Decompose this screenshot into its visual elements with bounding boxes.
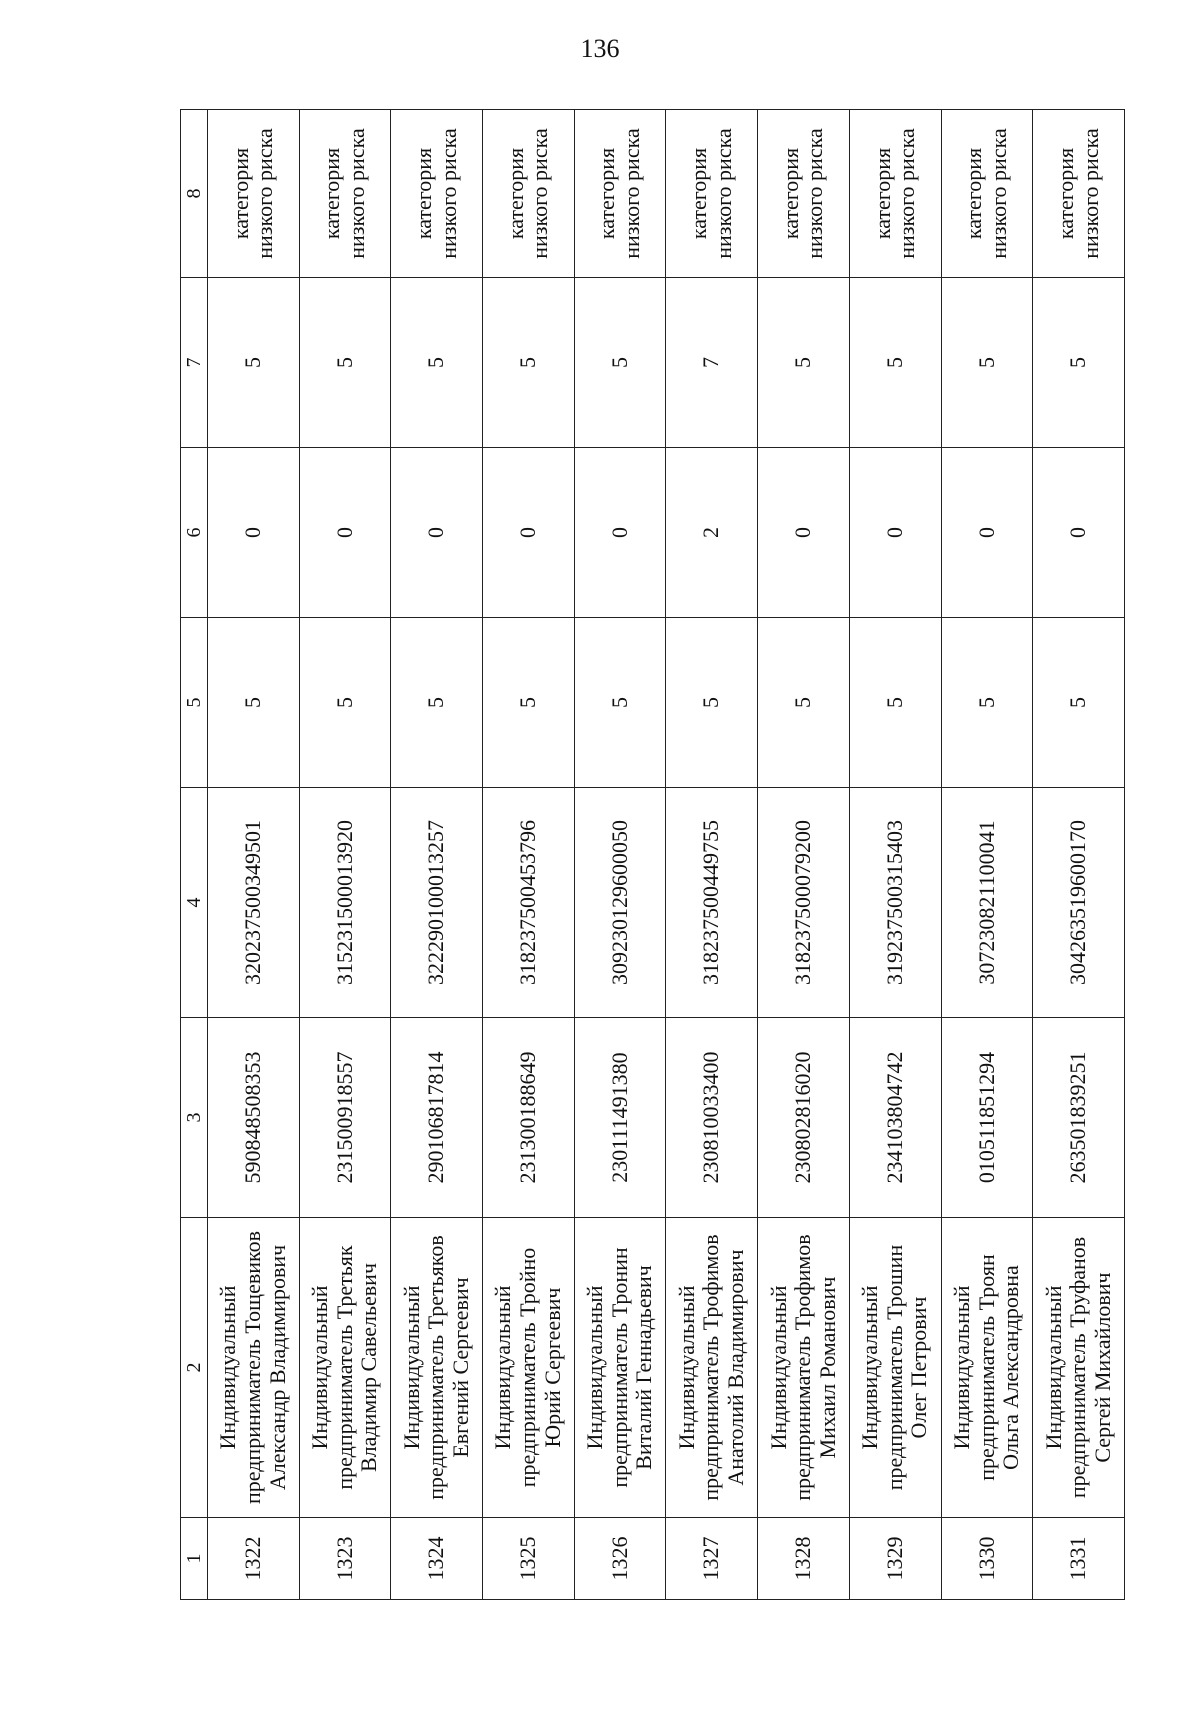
value-cell-7: 5 <box>1033 278 1125 448</box>
table-row <box>849 110 941 1600</box>
risk-category-cell: категория низкого риска <box>666 110 758 278</box>
header-row <box>181 110 208 1600</box>
risk-category-cell: категория низкого риска <box>849 110 941 278</box>
ogrnip-cell: 304263519600170 <box>1033 788 1125 1018</box>
value-cell-6: 2 <box>666 448 758 618</box>
entrepreneur-name-cell: Индивидуальный предприниматель Троян Ольга Александровна <box>941 1218 1033 1518</box>
value-cell-5: 5 <box>1033 618 1125 788</box>
table-row <box>299 110 391 1600</box>
entrepreneur-name-cell: Индивидуальный предприниматель Трошин Олег Петрович <box>849 1218 941 1518</box>
column-header: 5 <box>181 618 208 788</box>
entrepreneur-name-cell: Индивидуальный предприниматель Тощевиков Александр Владимирович <box>208 1218 300 1518</box>
inn-cell: 290106817814 <box>391 1018 483 1218</box>
inn-cell: 263501839251 <box>1033 1018 1125 1218</box>
row-number-cell: 1324 <box>391 1518 483 1600</box>
row-number-cell: 1326 <box>574 1518 666 1600</box>
risk-category-cell: категория низкого риска <box>941 110 1033 278</box>
column-header: 1 <box>181 1518 208 1600</box>
risk-category-cell: категория низкого риска <box>208 110 300 278</box>
ogrnip-cell: 315231500013920 <box>299 788 391 1018</box>
entrepreneur-name-cell: Индивидуальный предприниматель Трофимов Михаил Романович <box>758 1218 850 1518</box>
entrepreneur-name-cell: Индивидуальный предприниматель Третьяков Евгений Сергеевич <box>391 1218 483 1518</box>
risk-category-cell: категория низкого риска <box>391 110 483 278</box>
value-cell-6: 0 <box>1033 448 1125 618</box>
column-header: 2 <box>181 1218 208 1518</box>
value-cell-7: 5 <box>208 278 300 448</box>
value-cell-5: 5 <box>758 618 850 788</box>
table-row <box>574 110 666 1600</box>
value-cell-6: 0 <box>391 448 483 618</box>
ogrnip-cell: 318237500079200 <box>758 788 850 1018</box>
value-cell-6: 0 <box>941 448 1033 618</box>
ogrnip-cell: 318237500449755 <box>666 788 758 1018</box>
value-cell-6: 0 <box>574 448 666 618</box>
table-row <box>941 110 1033 1600</box>
value-cell-5: 5 <box>666 618 758 788</box>
risk-category-cell: категория низкого риска <box>574 110 666 278</box>
entrepreneur-name-cell: Индивидуальный предприниматель Тронин Виталий Геннадьевич <box>574 1218 666 1518</box>
value-cell-5: 5 <box>574 618 666 788</box>
risk-category-cell: категория низкого риска <box>483 110 575 278</box>
value-cell-5: 5 <box>208 618 300 788</box>
row-number-cell: 1327 <box>666 1518 758 1600</box>
column-header: 8 <box>181 110 208 278</box>
value-cell-7: 5 <box>483 278 575 448</box>
ogrnip-cell: 319237500315403 <box>849 788 941 1018</box>
value-cell-7: 5 <box>299 278 391 448</box>
inn-cell: 230111491380 <box>574 1018 666 1218</box>
table-row <box>758 110 850 1600</box>
value-cell-6: 0 <box>758 448 850 618</box>
table-body <box>208 110 1125 1600</box>
column-header: 7 <box>181 278 208 448</box>
value-cell-7: 5 <box>758 278 850 448</box>
risk-category-cell: категория низкого риска <box>1033 110 1125 278</box>
value-cell-6: 0 <box>849 448 941 618</box>
inn-cell: 590848508353 <box>208 1018 300 1218</box>
entrepreneur-name-cell: Индивидуальный предприниматель Третьяк Владимир Савельевич <box>299 1218 391 1518</box>
table-container <box>180 110 1125 1600</box>
inn-cell: 010511851294 <box>941 1018 1033 1218</box>
value-cell-6: 0 <box>208 448 300 618</box>
value-cell-5: 5 <box>299 618 391 788</box>
column-header: 4 <box>181 788 208 1018</box>
column-header: 3 <box>181 1018 208 1218</box>
table-row <box>1033 110 1125 1600</box>
row-number-cell: 1325 <box>483 1518 575 1600</box>
entrepreneur-name-cell: Индивидуальный предприниматель Тройно Юрий Сергеевич <box>483 1218 575 1518</box>
ogrnip-cell: 318237500453796 <box>483 788 575 1018</box>
value-cell-7: 5 <box>941 278 1033 448</box>
table-row <box>391 110 483 1600</box>
table-row <box>208 110 300 1600</box>
value-cell-5: 5 <box>391 618 483 788</box>
inn-cell: 230810033400 <box>666 1018 758 1218</box>
ogrnip-cell: 322290100013257 <box>391 788 483 1018</box>
value-cell-7: 5 <box>849 278 941 448</box>
row-number-cell: 1329 <box>849 1518 941 1600</box>
value-cell-6: 0 <box>483 448 575 618</box>
row-number-cell: 1322 <box>208 1518 300 1600</box>
entrepreneur-name-cell: Индивидуальный предприниматель Трофимов Анатолий Владимирович <box>666 1218 758 1518</box>
inn-cell: 231500918557 <box>299 1018 391 1218</box>
ogrnip-cell: 309230129600050 <box>574 788 666 1018</box>
row-number-cell: 1328 <box>758 1518 850 1600</box>
inn-cell: 234103804742 <box>849 1018 941 1218</box>
value-cell-6: 0 <box>299 448 391 618</box>
row-number-cell: 1331 <box>1033 1518 1125 1600</box>
ogrnip-cell: 307230821100041 <box>941 788 1033 1018</box>
inn-cell: 230802816020 <box>758 1018 850 1218</box>
value-cell-5: 5 <box>941 618 1033 788</box>
risk-category-cell: категория низкого риска <box>758 110 850 278</box>
column-header: 6 <box>181 448 208 618</box>
value-cell-5: 5 <box>483 618 575 788</box>
page-number: 136 <box>580 34 620 63</box>
risk-category-cell: категория низкого риска <box>299 110 391 278</box>
value-cell-7: 5 <box>391 278 483 448</box>
entrepreneur-name-cell: Индивидуальный предприниматель Труфанов Сергей Михайлович <box>1033 1218 1125 1518</box>
value-cell-7: 7 <box>666 278 758 448</box>
table-row <box>666 110 758 1600</box>
value-cell-5: 5 <box>849 618 941 788</box>
registry-table <box>180 109 1125 1600</box>
table-row <box>483 110 575 1600</box>
row-number-cell: 1330 <box>941 1518 1033 1600</box>
ogrnip-cell: 320237500349501 <box>208 788 300 1018</box>
row-number-cell: 1323 <box>299 1518 391 1600</box>
value-cell-7: 5 <box>574 278 666 448</box>
inn-cell: 231300188649 <box>483 1018 575 1218</box>
